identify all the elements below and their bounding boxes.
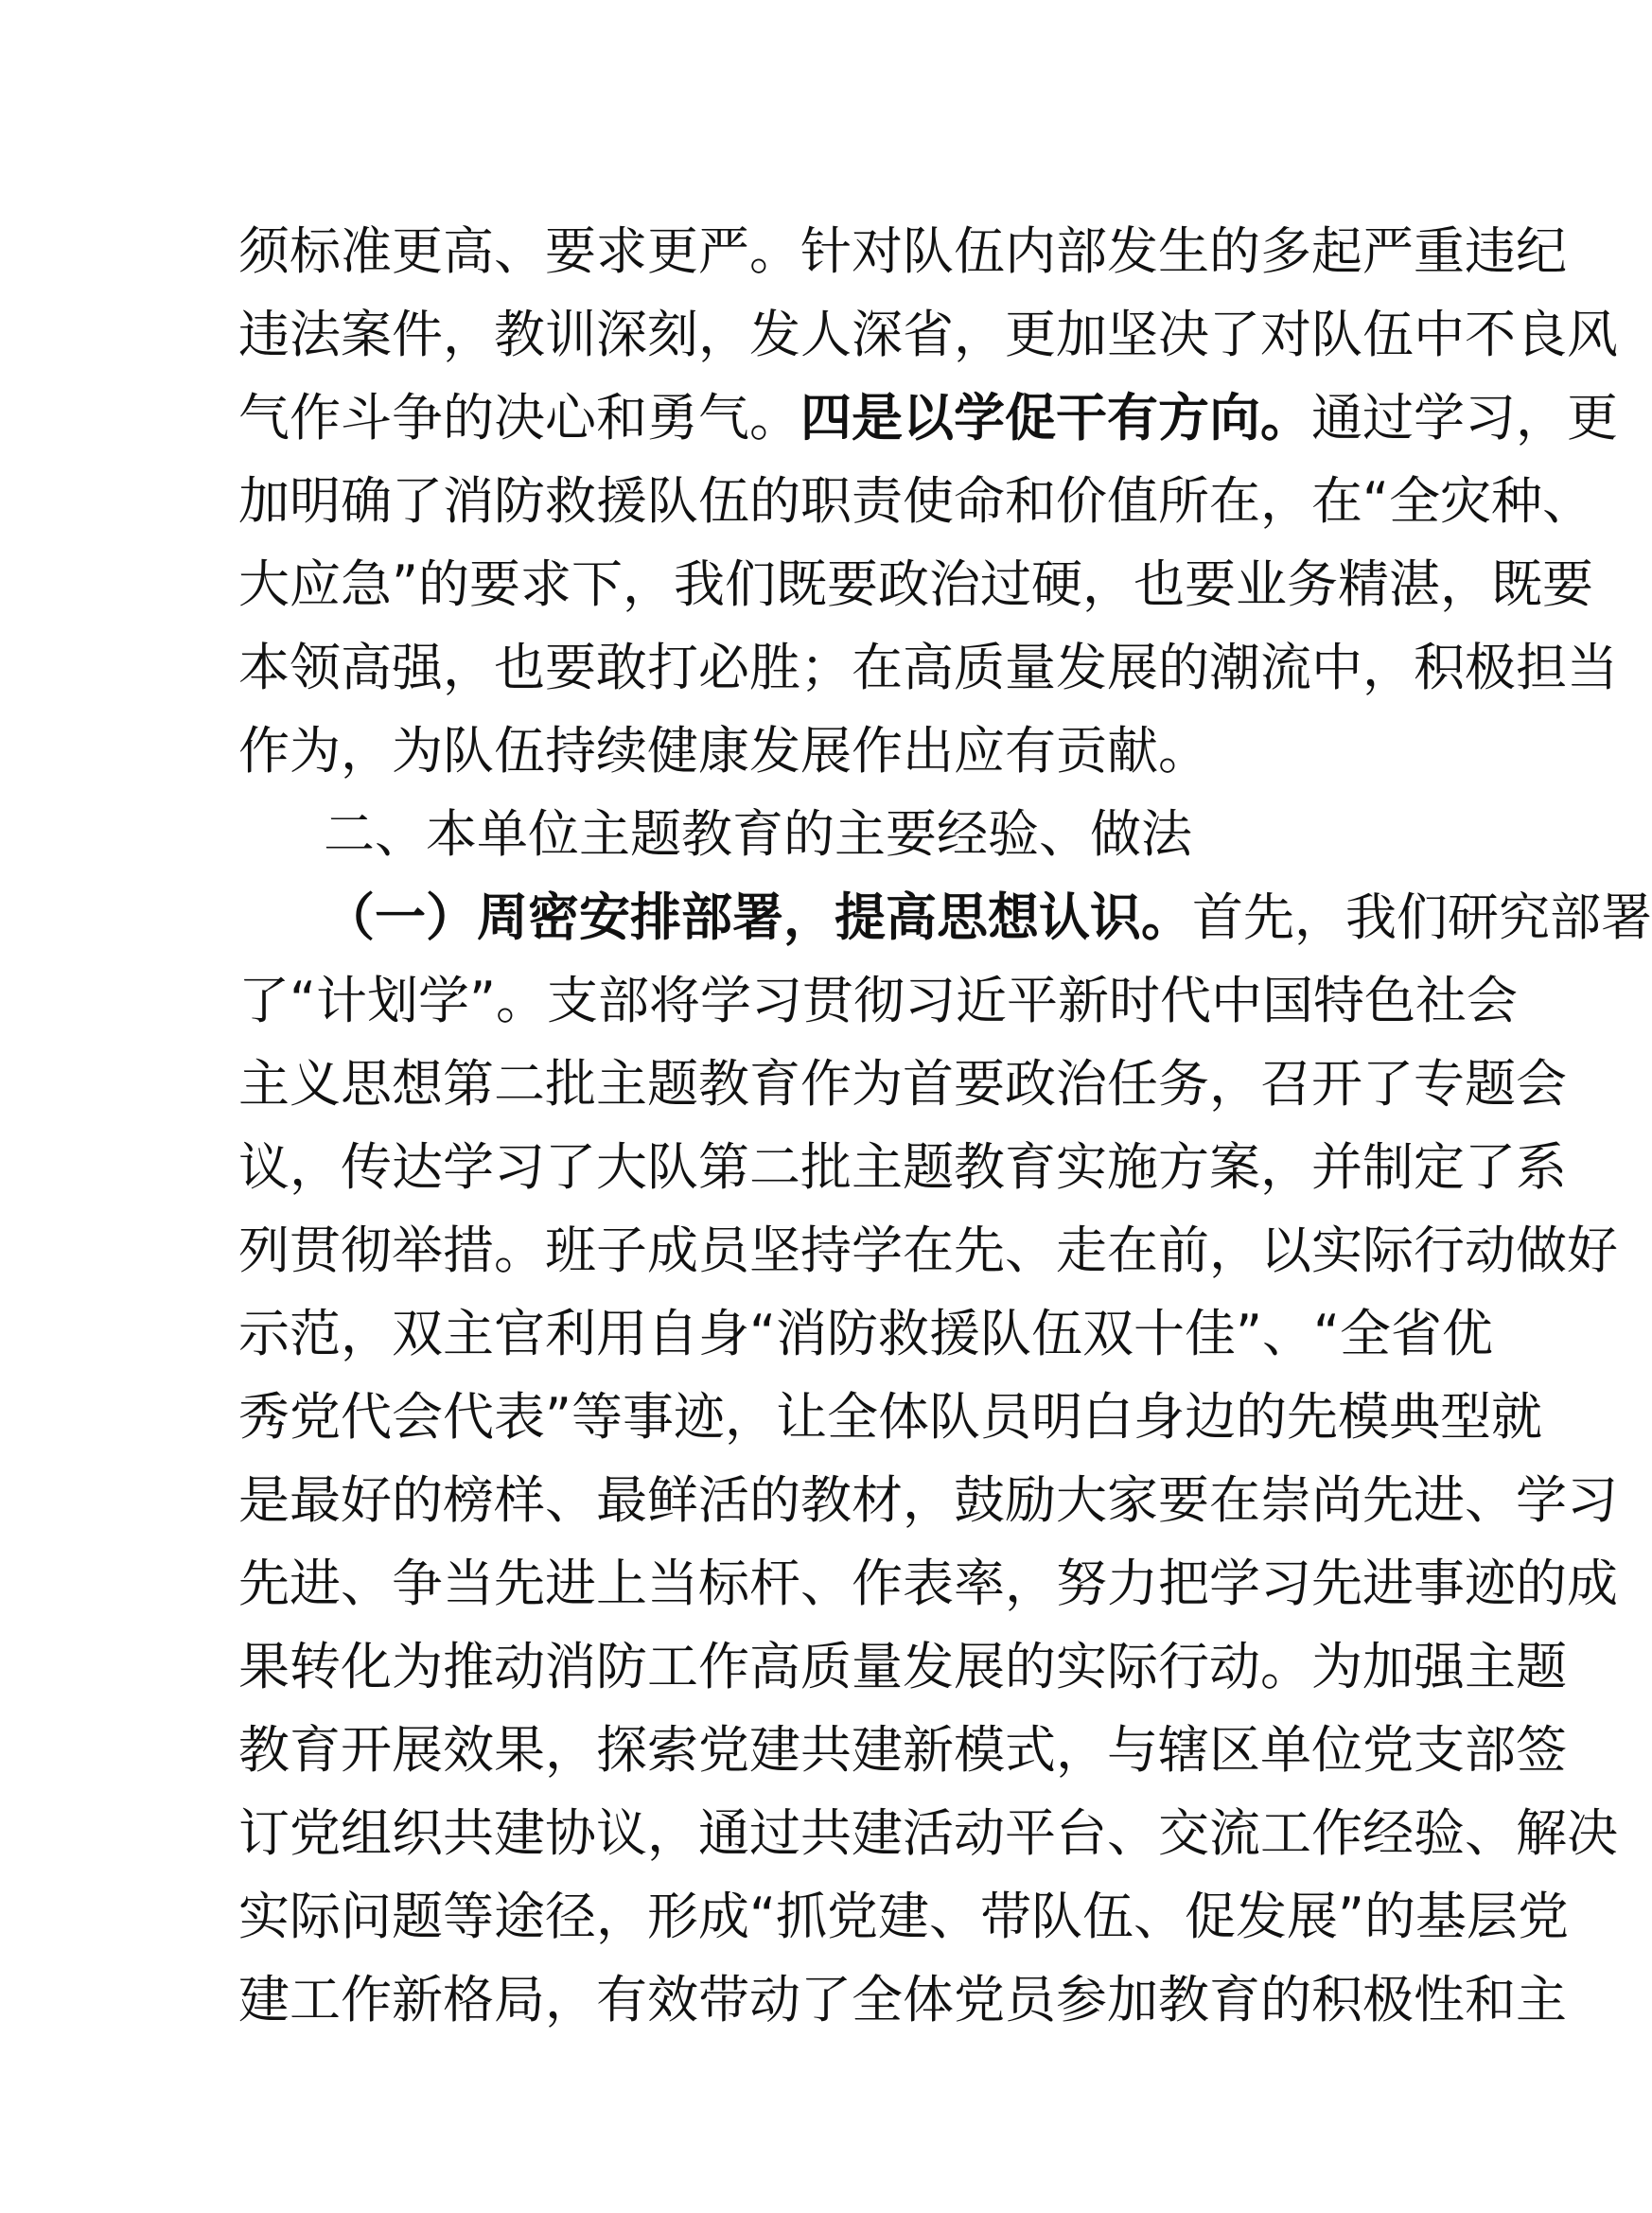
body-text-run: 加明确了消防救援队伍的职责使命和价值所在，在“全灾种、 <box>238 471 1593 531</box>
text-line <box>238 543 1593 626</box>
text-line <box>238 1542 1618 1625</box>
body-text-run: 示范，双主官利用自身“消防救援队伍双十佳”、“全省优 <box>238 1304 1493 1363</box>
text-line <box>238 1958 1567 2042</box>
body-text-run: 建工作新格局，有效带动了全体党员参加教育的积极性和主 <box>238 1970 1567 2029</box>
text-line <box>238 1043 1567 1126</box>
body-text-run: 须标准更高、要求更严。针对队伍内部发生的多起严重违纪 <box>238 221 1567 281</box>
text-line <box>238 626 1618 710</box>
body-text-run: 列贯彻举措。班子成员坚持学在先、走在前，以实际行动做好 <box>238 1221 1618 1280</box>
body-text-run: 首先，我们研究部署 <box>1192 887 1652 947</box>
body-text-run: 大应急”的要求下，我们既要政治过硬，也要业务精湛，既要 <box>238 554 1593 614</box>
text-line <box>238 1126 1567 1209</box>
body-text-run: 果转化为推动消防工作高质量发展的实际行动。为加强主题 <box>238 1637 1567 1696</box>
text-line <box>238 293 1618 377</box>
text-line <box>238 1292 1493 1376</box>
text-line <box>238 1459 1618 1542</box>
body-text-run: 秀党代会代表”等事迹，让全体队员明白身边的先模典型就 <box>238 1387 1542 1447</box>
text-line <box>238 1625 1567 1709</box>
body-text <box>238 210 1652 2042</box>
text-line <box>238 876 1652 959</box>
body-text-run: 违法案件，教训深刻，发人深省，更加坚决了对队伍中不良风 <box>238 305 1618 364</box>
bold-heading-text: 四是以学促干有方向。 <box>800 388 1311 448</box>
text-line <box>238 377 1618 460</box>
body-text-run: 教育开展效果，探索党建共建新模式，与辖区单位党支部签 <box>238 1720 1567 1780</box>
text-line <box>238 1709 1567 1792</box>
body-text-run: 议，传达学习了大队第二批主题教育实施方案，并制定了系 <box>238 1137 1567 1197</box>
text-line <box>238 210 1567 293</box>
body-text-run: 二、本单位主题教育的主要经验、做法 <box>324 804 1192 864</box>
body-text-run: 先进、争当先进上当标杆、作表率，努力把学习先进事迹的成 <box>238 1554 1618 1613</box>
body-text-run: 订党组织共建协议，通过共建活动平台、交流工作经验、解决 <box>238 1803 1618 1863</box>
text-line <box>238 710 1341 793</box>
text-line <box>238 793 1341 876</box>
text-line <box>238 959 1518 1043</box>
bold-heading-text: （一）周密安排部署，提高思想认识。 <box>324 887 1192 947</box>
text-line <box>238 1792 1618 1875</box>
body-text-run: 是最好的榜样、最鲜活的教材，鼓励大家要在崇尚先进、学习 <box>238 1470 1618 1530</box>
body-text-run: 了“计划学”。支部将学习贯彻习近平新时代中国特色社会 <box>238 971 1518 1030</box>
body-text-run: 作为，为队伍持续健康发展作出应有贡献。 <box>238 721 1209 781</box>
body-text-run: 实际问题等途径，形成“抓党建、带队伍、促发展”的基层党 <box>238 1887 1569 1946</box>
text-line <box>238 1376 1542 1459</box>
text-line <box>238 1209 1618 1292</box>
body-text-run: 本领高强，也要敢打必胜；在高质量发展的潮流中，积极担当 <box>238 638 1618 697</box>
body-text-run: 通过学习，更 <box>1311 388 1618 448</box>
body-text-run: 主义思想第二批主题教育作为首要政治任务，召开了专题会 <box>238 1054 1567 1114</box>
body-text-run: 气作斗争的决心和勇气。 <box>238 388 800 448</box>
text-line <box>238 1875 1569 1958</box>
text-line <box>238 460 1593 543</box>
